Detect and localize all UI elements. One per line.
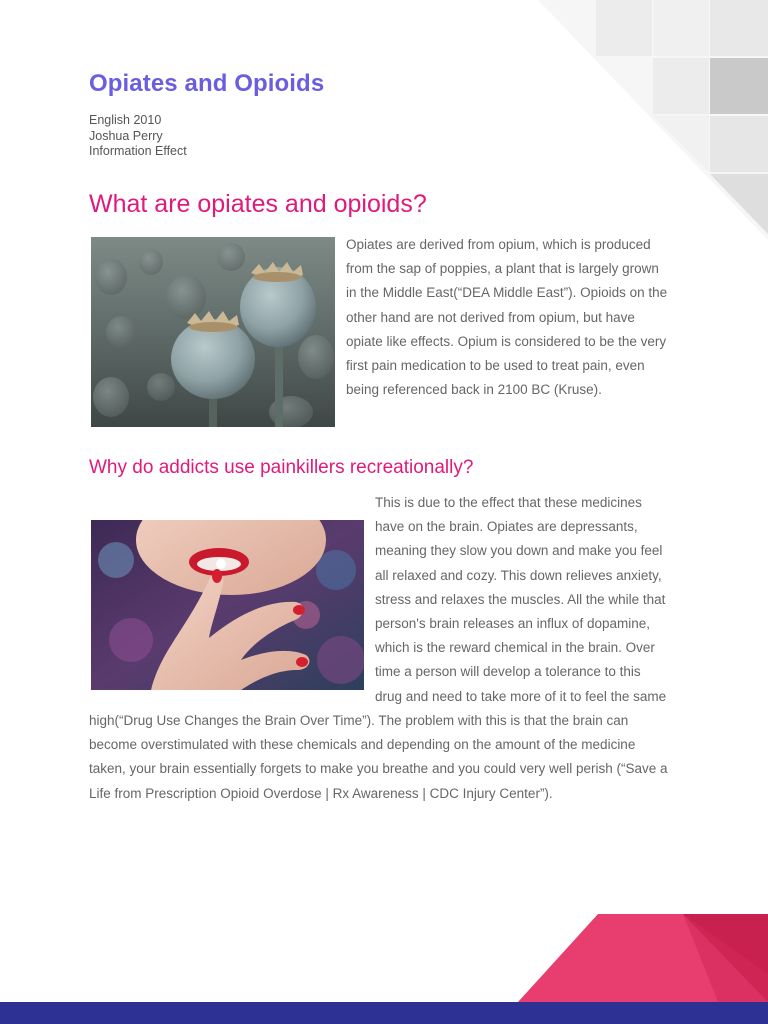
corner-decoration-bottom (518, 914, 768, 1002)
section-heading-why-addicts: Why do addicts use painkillers recreationally? (89, 457, 474, 478)
text-line: become overstimulated with these chemicals and depending on the amount of the medicine (89, 737, 636, 753)
text-line: high(“Drug Use Changes the Brain Over Time”). The problem with this is that the brain can (89, 713, 629, 728)
text-line: taken, your brain essentially forgets to make you breathe and you could very well perish (“Save a (89, 761, 668, 777)
text-line: time a person will develop a tolerance to this (375, 664, 641, 680)
corner-decoration-top (538, 0, 768, 240)
text-line: stress and relaxes the muscles. All the while that (375, 591, 666, 607)
text-line: This is due to the effect that these medicines (375, 495, 642, 510)
text-line: have on the brain. Opiates are depressants, (375, 519, 638, 535)
text-line: being referenced back in 2100 BC (Kruse). (346, 382, 602, 398)
text-line: drug and need to take more of it to feel the same (375, 688, 667, 704)
text-line: in the Middle East(“DEA Middle East”). Opioids on the (346, 285, 668, 301)
text-line: from the sap of poppies, a plant that is largely grown (346, 261, 659, 277)
section-heading-what-are-opiates: What are opiates and opioids? (89, 190, 427, 218)
text-line: which is the reward chemical in the brain. Over (375, 640, 655, 656)
paragraph-recreational-use-continued (89, 709, 668, 806)
pill-on-tongue-image (91, 520, 364, 690)
document-meta (89, 113, 187, 160)
text-line: Opiates are derived from opium, which is produced (346, 237, 651, 252)
text-line: all relaxed and cozy. This down relieves anxiety, (375, 567, 662, 583)
footer-bar (0, 1002, 768, 1024)
text-line: person's brain releases an influx of dopamine, (375, 616, 650, 632)
paragraph-opiates-definition (346, 233, 667, 402)
text-line: other hand are not derived from opium, but have (346, 309, 635, 325)
text-line: Life from Prescription Opioid Overdose | Rx Awareness | CDC Injury Center”). (89, 785, 553, 801)
paragraph-recreational-use (375, 491, 666, 709)
meta-course: English 2010 (89, 113, 162, 127)
text-line: first pain medication to be used to treat pain, even (346, 358, 645, 374)
text-line: opiate like effects. Opium is considered to be the very (346, 333, 667, 349)
meta-author: Joshua Perry (89, 128, 163, 143)
poppy-seed-pods-image (91, 237, 335, 427)
meta-subject: Information Effect (89, 144, 187, 158)
document-title: Opiates and Opioids (89, 70, 325, 97)
text-line: meaning they slow you down and make you feel (375, 543, 663, 559)
